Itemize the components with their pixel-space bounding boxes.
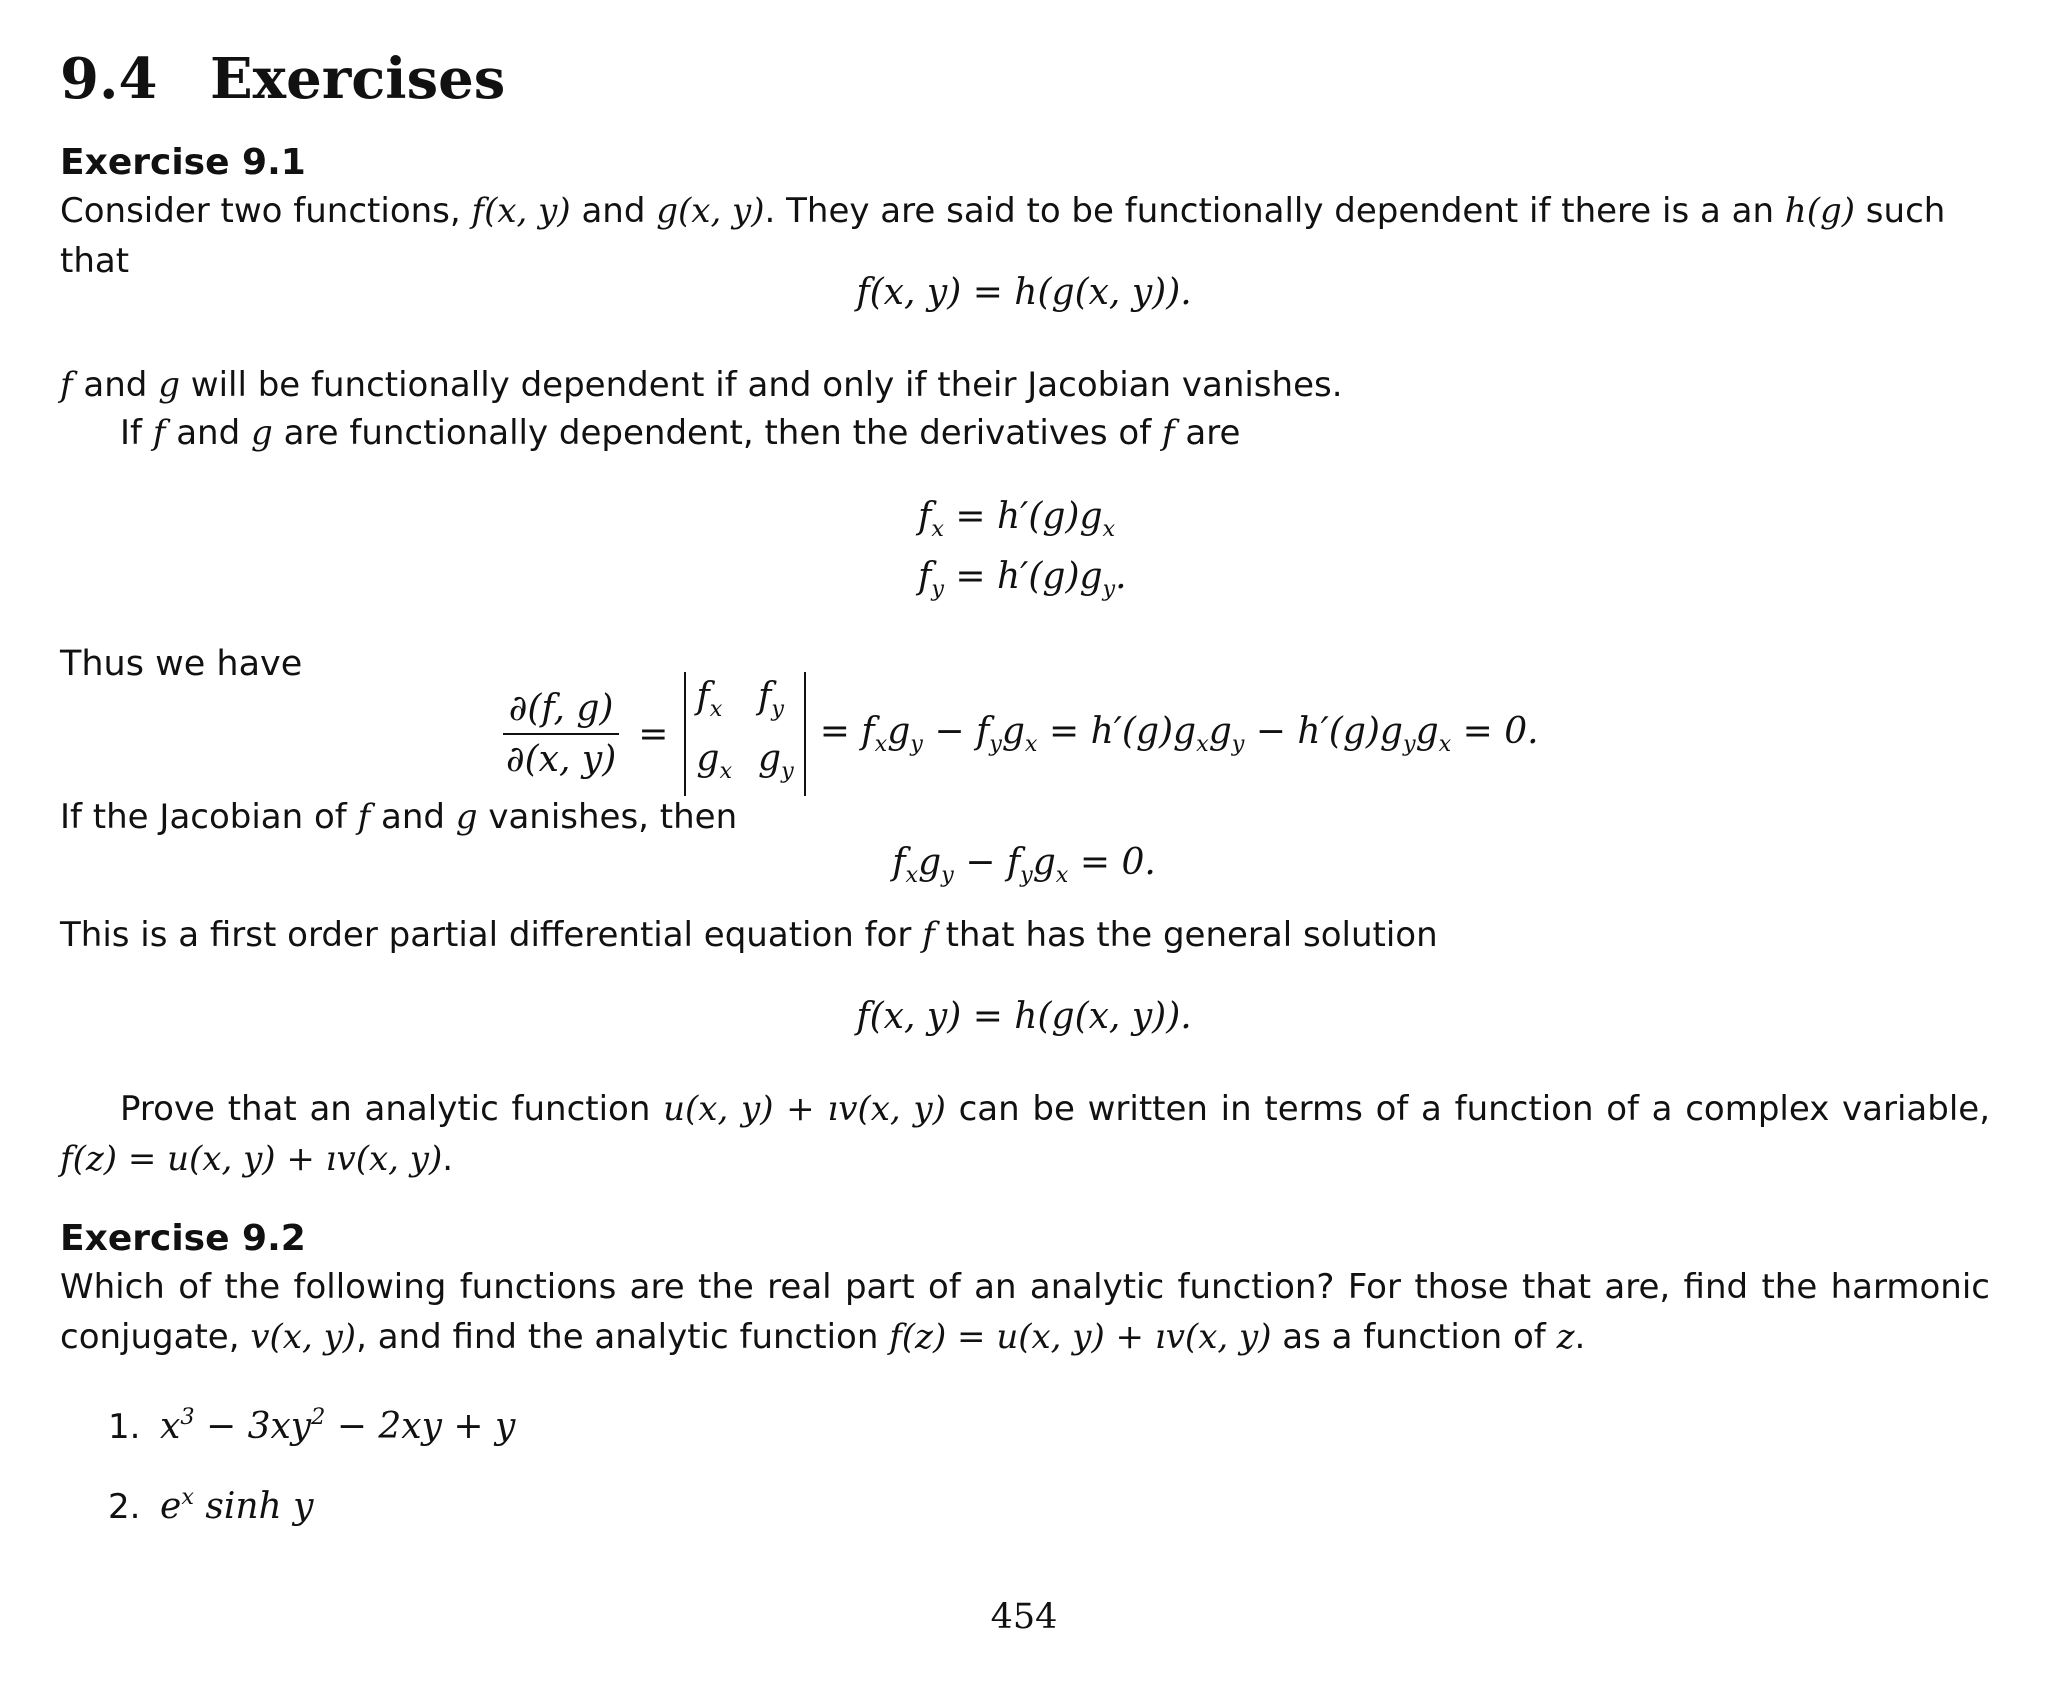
list-item — [108, 1472, 2038, 1532]
math-f: f — [922, 915, 935, 955]
sub: y — [931, 576, 944, 602]
det-gx — [696, 734, 732, 796]
prove-statement-line2 — [60, 1134, 1990, 1184]
subscript: y — [989, 731, 1002, 757]
subscript: x — [905, 862, 919, 888]
page-number: 454 — [990, 1597, 1058, 1637]
equation-functional-dependence: f(x, y) = h(g(x, y)). — [856, 272, 1192, 313]
intro-text: and — [570, 191, 657, 231]
list-item-expression: $x^3 - 3xy^2 - 2xy + y$ — [160, 1404, 516, 1447]
text: If the Jacobian of — [60, 797, 358, 837]
sym: g — [696, 738, 720, 779]
sym: f — [758, 676, 772, 717]
text: and — [370, 797, 456, 837]
equation-fx — [918, 496, 1115, 542]
list-item-number: 2. — [108, 1487, 141, 1527]
math-f-z: f(z) = u(x, y) + ıv(x, y) — [889, 1317, 1272, 1357]
prove-statement-line1 — [120, 1084, 1990, 1134]
text: conjugate, — [60, 1317, 251, 1357]
text: as a function of — [1271, 1317, 1557, 1357]
jacobian-statement — [60, 360, 1990, 410]
text: are functionally dependent, then the derivatives of — [272, 413, 1163, 453]
pde-statement — [60, 910, 1990, 960]
f: f — [918, 496, 932, 537]
text: that has the general solution — [934, 915, 1438, 955]
superscript: 3 — [180, 1404, 195, 1430]
equation-pde: $f_xg_y - f_yg_x = 0$. — [892, 842, 1156, 888]
jacobian-determinant — [684, 672, 805, 796]
text: Prove that an analytic function — [120, 1089, 664, 1129]
math-f-z: f(z) = u(x, y) + ıv(x, y) — [60, 1139, 443, 1179]
math-f: f — [60, 365, 73, 405]
fraction-denominator: ∂(x, y) — [506, 739, 617, 780]
sub: y — [1102, 576, 1116, 602]
section-title: Exercises — [210, 46, 506, 112]
math-g: g — [455, 797, 478, 837]
math-g: g — [251, 413, 273, 453]
det-fy — [758, 672, 794, 734]
subscript: x — [1055, 862, 1069, 888]
sub: y — [781, 758, 794, 784]
text: are — [1174, 413, 1241, 453]
exercise-9-1-intro — [60, 186, 1990, 286]
math-z: z — [1556, 1317, 1575, 1357]
list-item-number: 1. — [108, 1407, 141, 1447]
math-g-xy: g(x, y) — [656, 191, 765, 231]
text: If — [120, 413, 153, 453]
math-v-xy: v(x, y) — [250, 1317, 357, 1357]
exercise-9-2-heading: Exercise 9.2 — [60, 1218, 306, 1259]
math-f: f — [357, 797, 371, 837]
subscript: x — [874, 731, 888, 757]
subscript: y — [910, 731, 923, 757]
subscript: x — [1024, 731, 1038, 757]
section-heading — [60, 44, 505, 114]
superscript: 2 — [311, 1404, 326, 1430]
fraction-numerator: ∂(f, g) — [503, 688, 620, 735]
subscript: y — [1020, 862, 1033, 888]
exercise-9-2-line2 — [60, 1312, 1990, 1362]
math-analytic-function: u(x, y) + ıv(x, y) — [663, 1089, 946, 1129]
rhs: = h′(g)g — [943, 496, 1103, 537]
exercise-9-1-heading: Exercise 9.1 — [60, 142, 306, 183]
math-f-xy: f(x, y) — [471, 191, 571, 231]
equation-general-solution: f(x, y) = h(g(x, y)). — [856, 996, 1192, 1037]
text: and — [165, 413, 251, 453]
subscript: y — [1231, 731, 1245, 757]
text: This is a first order partial differential equation for — [60, 915, 923, 955]
sym: f — [696, 676, 710, 717]
section-number: 9.4 — [60, 46, 158, 112]
text: can be written in terms of a function of a complex variable, — [945, 1089, 1991, 1129]
end: . — [1115, 556, 1127, 597]
jacobian-rhs: = $f_xg_y - f_yg_x = h'(g)g_xg_y - h'(g)g_yg_x = 0$. — [819, 711, 1539, 757]
text: . — [442, 1139, 454, 1179]
text: . — [1574, 1317, 1586, 1357]
det-gy — [758, 734, 794, 796]
sym: g — [758, 738, 782, 779]
f: f — [918, 556, 932, 597]
superscript: x — [181, 1484, 194, 1510]
subscript: y — [1402, 731, 1416, 757]
derivatives-intro — [120, 408, 2048, 458]
sub: x — [1102, 516, 1116, 542]
math-g: g — [158, 365, 180, 405]
text: , and find the analytic function — [356, 1317, 890, 1357]
sub: x — [709, 696, 723, 722]
subscript: x — [1438, 731, 1452, 757]
equation-fy — [918, 556, 1127, 602]
text: will be functionally dependent if and only if their Jacobian vanishes. — [179, 365, 1343, 405]
intro-text: . They are said to be functionally dependent if there is a an — [764, 191, 1785, 231]
equals-sign: = — [638, 713, 669, 755]
if-jacobian-vanishes — [60, 792, 1990, 842]
sub: y — [771, 696, 784, 722]
math-h-g: h(g) — [1784, 191, 1855, 231]
sub: x — [931, 516, 944, 542]
rhs: = h′(g)g — [943, 556, 1103, 597]
subscript: y — [941, 862, 954, 888]
text: vanishes, then — [477, 797, 738, 837]
intro-text: Consider two functions, — [60, 191, 472, 231]
thus-we-have: Thus we have — [60, 644, 303, 684]
exercise-9-2-line1: Which of the following functions are the real part of an analytic function? For those that are, find the harmonic — [60, 1267, 1990, 1307]
list-item — [108, 1392, 2038, 1452]
equation-jacobian — [500, 672, 1539, 796]
sub: x — [719, 758, 733, 784]
intro-text: such that — [60, 191, 1946, 281]
list-item-expression: $e^x$ sinh y — [160, 1484, 314, 1527]
jacobian-fraction — [500, 688, 622, 780]
text: and — [72, 365, 159, 405]
det-fx — [696, 672, 732, 734]
math-f: f — [152, 413, 166, 453]
math-f: f — [1162, 413, 1175, 453]
subscript: x — [1196, 731, 1209, 757]
